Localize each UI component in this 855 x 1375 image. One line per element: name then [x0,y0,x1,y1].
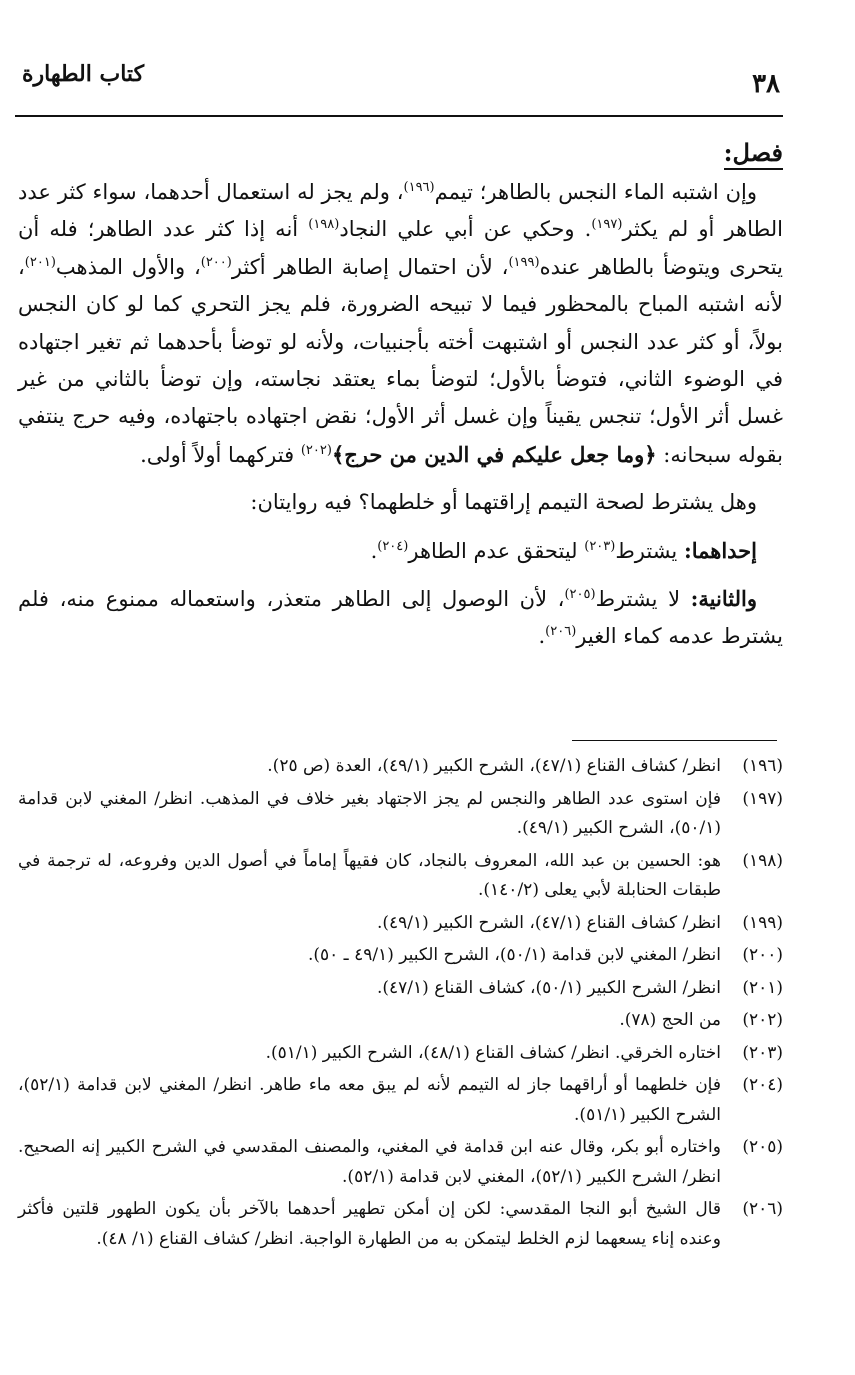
footnote-number: (١٩٩) [742,912,783,933]
text-run: لا يشترط [595,587,691,612]
footnote-ref: (١٩٨) [308,217,340,233]
text-run: ، ولم يجز له استعمال أحدهما، سواء كثر عدد الطاهر أو لم يكثر [18,180,784,242]
paragraph-3 [18,532,783,570]
quran-verse: ﴿وما جعل عليكم في الدين من حرج﴾ [331,441,657,467]
footnote-text: انظر/ الشرح الكبير (٥٠/١)، كشاف القناع (٤٧/١). [377,977,721,998]
footnote-number: (١٩٨) [742,850,783,871]
text-run: . [370,538,378,563]
footnote-text: واختاره أبو بكر، وقال عنه ابن قدامة في المغني، والمصنف المقدسي في الشرح الكبير إنه الصحيح. انظر/ الشرح الكبير (٥٢/١)، المغني لابن قدامة (٥٢/١). [18,1137,721,1187]
paragraph-2: وهل يشترط لصحة التيمم إراقتهما أو خلطهما؟ فيه روايتان: [250,490,757,515]
footnote-text: قال الشيخ أبو النجا المقدسي: لكن إن أمكن تطهير أحدهما بالآخر بأن يكون الطهور قلتين فأكثر وعنده إناء يسعهما لزم الخلط ليتمكن به من الطهارة الواجبة. انظر/ كشاف القناع (١/ ٤٨). [18,1199,721,1249]
footnote-number: (٢٠٥) [742,1137,783,1157]
footnote-ref: (١٩٩) [508,254,540,270]
footnote-ref: (١٩٧) [591,217,623,233]
header-rule [15,115,783,117]
footnote-text: انظر/ كشاف القناع (٤٧/١)، الشرح الكبير (٤٩/١)، العدة (ص ٢٥). [267,756,721,776]
main-text [18,136,783,656]
text-run: وإن اشتبه الماء النجس بالطاهر؛ تيمم [434,180,757,204]
text-run: ، لأن احتمال إصابة الطاهر أكثر [231,254,509,279]
footnote-text: اختاره الخرقي. انظر/ كشاف القناع (٤٨/١)، الشرح الكبير (٥١/١). [265,1042,721,1063]
running-head [22,55,780,99]
footnote-text: انظر/ كشاف القناع (٤٧/١)، الشرح الكبير (٤٩/١). [377,912,721,933]
footnote-ref: (٢٠٣) [584,538,616,554]
footnote-item [18,1006,783,1036]
footnote-number: (٢٠٣) [742,1042,783,1063]
footnote-ref: (٢٠٦) [545,624,577,640]
page-number: ٣٨ [752,69,780,99]
footnote-item [18,752,783,782]
footnotes [18,752,783,1257]
book-title: كتاب الطهارة [22,61,145,87]
footnote-text: فإن خلطهما أو أراقهما جاز له التيمم لأنه لم يبق معه ماء طاهر. انظر/ المغني لابن قدامة (٥٢/١)، الشرح الكبير (٥١/١). [18,1075,721,1125]
footnote-ref: (٢٠٤) [377,538,409,554]
footnote-number: (٢٠٢) [742,1010,783,1030]
text-run: . وحكي عن أبي علي النجاد [339,217,592,242]
footnote-number: (٢٠٦) [742,1199,783,1219]
footnote-item [18,1133,783,1192]
footnote-number: (٢٠٤) [742,1075,783,1095]
text-run: ، لأنه اشتبه المباح بالمحظور فيما لا تبيحه الضرورة، فلم يجز التحري كما لو كان النجس بولاً، أو كثر عدد النجس أو اشتبهت أخته بأجنبيات، ولأنه لو توضأ بأحدهما ثم تغير اجتهاده في الوضوء الثاني، فتوضأ بالأول؛ لتوضأ بماء يعتقد نجاسته، وإن توضأ بالثاني من غير غسل أثر الأول؛ تنجس يقيناً وإن غسل أثر الأول؛ نقض اجتهاده باجتهاده، وفيه حرج ينتفي بقوله سبحانه: [18,254,783,467]
text-run: ، لأن الوصول إلى الطاهر متعذر، واستعماله ممنوع منه، فلم يشترط عدمه كماء الغير [18,587,783,649]
footnote-item [18,909,783,939]
footnote-text: هو: الحسين بن عبد الله، المعروف بالنجاد، كان فقيهاً إماماً في أصول الدين وفروعه، له ترجمة في طبقات الحنابلة لأبي يعلى (١٤٠/٢). [18,850,721,900]
text-run: ، والأول المذهب [55,254,201,279]
footnote-number: (١٩٧) [742,788,783,809]
footnote-ref: (٢٠٠) [200,254,232,270]
text-run: . [538,624,546,649]
footnote-number: (٢٠٠) [742,945,783,965]
text-run: يشترط [615,538,684,563]
footnote-item [18,974,783,1004]
footnote-ref: (٢٠٢) [300,442,332,458]
footnote-text: انظر/ المغني لابن قدامة (٥٠/١)، الشرح الكبير (٤٩/١ ـ ٥٠). [307,945,721,965]
footnote-item [18,1195,783,1254]
paragraph-label: إحداهما: [683,537,757,563]
footnote-text: فإن استوى عدد الطاهر والنجس لم يجز الاجتهاد بغير خلاف في المذهب. انظر/ المغني لابن قدامة (٥٠/١)، الشرح الكبير (٤٩/١). [18,788,721,838]
text-run: أنه إذا كثر عدد الطاهر؛ فله أن يتحرى ويتوضأ بالطاهر عنده [18,217,783,279]
text-run: فتركهما أولاً أولى. [140,442,301,467]
footnote-item [18,1039,783,1069]
footnote-number: (١٩٦) [742,756,783,776]
paragraph-label: والثانية: [690,586,757,612]
footnote-item [18,941,783,971]
section-heading: فصل: [724,138,783,170]
footnote-rule [572,740,777,741]
footnote-item [18,785,783,844]
footnote-text: من الحج (٧٨). [619,1010,721,1030]
footnote-item [18,1071,783,1130]
footnote-ref: (٢٠٥) [564,587,596,603]
footnote-item [18,847,783,906]
text-run: ليتحقق عدم الطاهر [408,538,585,563]
footnote-ref: (٢٠١) [24,254,56,270]
footnote-number: (٢٠١) [742,977,783,998]
paragraph-4 [18,580,783,656]
paragraph-1 [18,174,783,474]
footnote-ref: (١٩٦) [403,180,435,195]
